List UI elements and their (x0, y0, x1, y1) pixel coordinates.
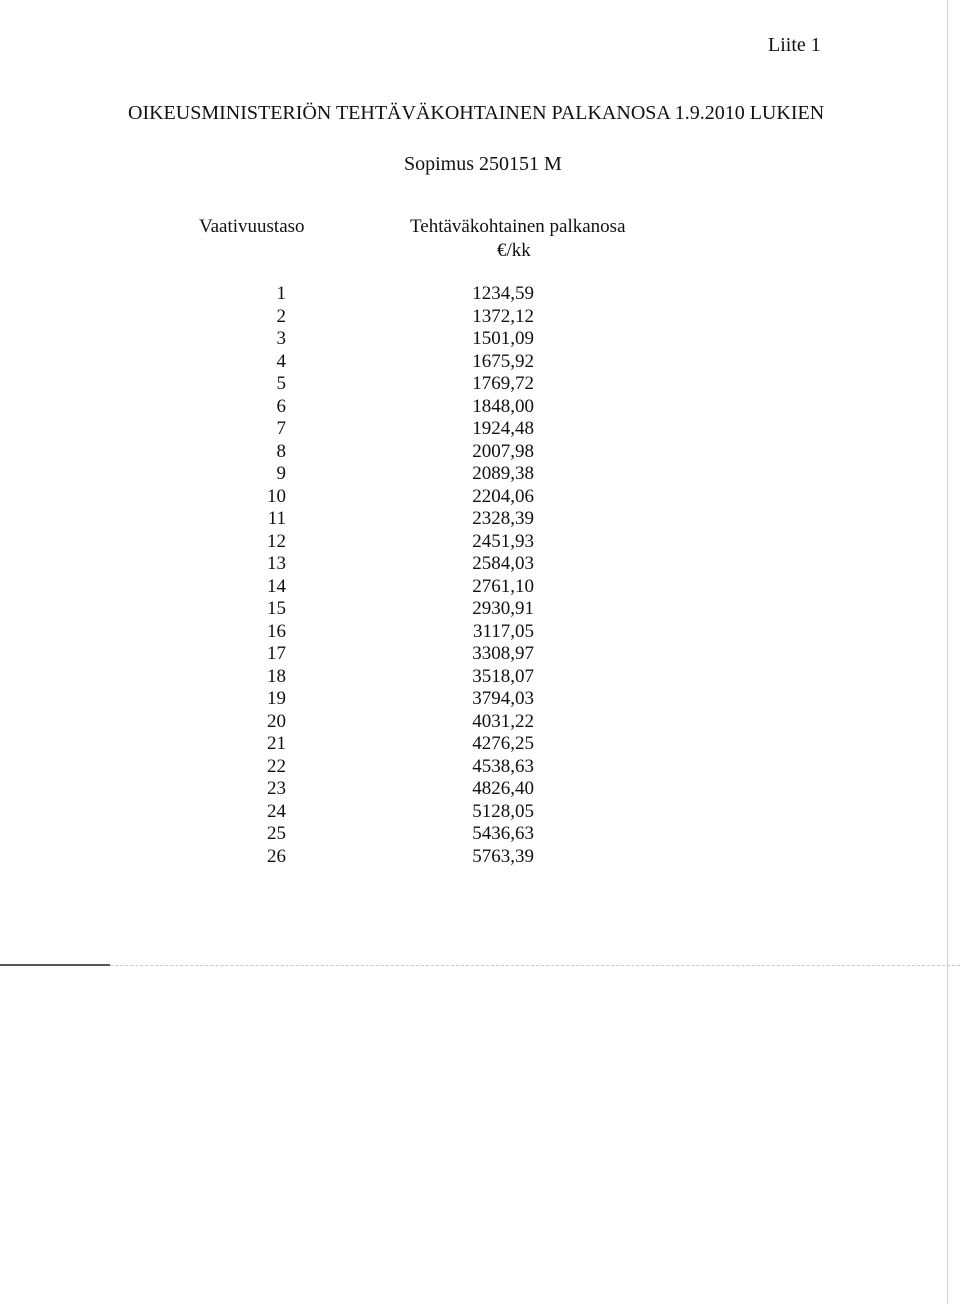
level-cell: 26 (267, 845, 286, 867)
level-cell: 8 (276, 440, 286, 462)
amount-cell: 4276,25 (472, 733, 534, 754)
amount-cell: 5763,39 (472, 845, 534, 867)
amount-cell: 5436,63 (472, 823, 534, 844)
level-cell: 7 (276, 418, 286, 439)
table-row (240, 711, 560, 734)
table-row (240, 328, 560, 351)
amount-cell: 2089,38 (472, 463, 534, 484)
amount-cell: 2204,06 (472, 485, 534, 507)
table-row (240, 666, 560, 689)
level-cell: 6 (276, 395, 286, 417)
table-row (240, 508, 560, 531)
level-cell: 17 (267, 643, 286, 664)
level-cell: 4 (276, 350, 286, 372)
amount-cell: 3518,07 (472, 665, 534, 687)
level-cell: 2 (276, 305, 286, 327)
level-cell: 20 (267, 710, 286, 732)
level-cell: 12 (267, 530, 286, 552)
salary-table (240, 283, 560, 868)
table-row (240, 373, 560, 396)
amount-cell: 2584,03 (472, 553, 534, 574)
page-title: OIKEUSMINISTERIÖN TEHTÄVÄKOHTAINEN PALKANOSA 1.9.2010 LUKIEN (128, 102, 825, 124)
level-cell: 3 (276, 328, 286, 349)
amount-cell: 3308,97 (472, 643, 534, 664)
table-row (240, 643, 560, 666)
scan-fold-mark (0, 964, 110, 966)
level-cell: 15 (267, 598, 286, 619)
amount-cell: 1501,09 (472, 328, 534, 349)
table-row (240, 756, 560, 779)
amount-column-header: Tehtäväkohtainen palkanosa (410, 216, 626, 237)
amount-cell: 3794,03 (472, 688, 534, 709)
amount-cell: 1372,12 (472, 305, 534, 327)
scan-edge-line (947, 0, 948, 1304)
unit-label: €/kk (497, 240, 531, 261)
level-cell: 21 (267, 733, 286, 754)
level-cell: 11 (267, 508, 286, 529)
table-row (240, 778, 560, 801)
table-row (240, 576, 560, 599)
amount-cell: 2451,93 (472, 530, 534, 552)
level-cell: 9 (276, 463, 286, 484)
table-row (240, 801, 560, 824)
table-row (240, 553, 560, 576)
level-cell: 1 (276, 283, 286, 304)
scan-fold-line (0, 965, 960, 967)
level-cell: 13 (267, 553, 286, 574)
level-cell: 16 (267, 620, 286, 642)
amount-cell: 4538,63 (472, 755, 534, 777)
level-cell: 25 (267, 823, 286, 844)
amount-cell: 1675,92 (472, 350, 534, 372)
amount-cell: 4826,40 (472, 778, 534, 799)
table-row (240, 396, 560, 419)
amount-cell: 2930,91 (472, 598, 534, 619)
amount-cell: 2007,98 (472, 440, 534, 462)
agreement-number: Sopimus 250151 M (404, 153, 562, 175)
level-cell: 22 (267, 755, 286, 777)
table-row (240, 418, 560, 441)
table-row (240, 463, 560, 486)
table-row (240, 531, 560, 554)
table-row (240, 598, 560, 621)
amount-cell: 1769,72 (472, 373, 534, 394)
amount-cell: 5128,05 (472, 800, 534, 822)
amount-cell: 3117,05 (472, 620, 534, 642)
amount-cell: 2761,10 (472, 575, 534, 597)
level-cell: 5 (276, 373, 286, 394)
table-row (240, 306, 560, 329)
table-row (240, 733, 560, 756)
amount-cell: 2328,39 (472, 508, 534, 529)
table-row (240, 283, 560, 306)
level-cell: 18 (267, 665, 286, 687)
attachment-label: Liite 1 (768, 34, 821, 56)
table-row (240, 823, 560, 846)
table-row (240, 621, 560, 644)
level-cell: 23 (267, 778, 286, 799)
table-row (240, 846, 560, 869)
table-row (240, 486, 560, 509)
amount-cell: 1924,48 (472, 418, 534, 439)
amount-cell: 4031,22 (472, 710, 534, 732)
table-row (240, 351, 560, 374)
level-column-header: Vaativuustaso (199, 216, 305, 237)
amount-cell: 1848,00 (472, 395, 534, 417)
table-row (240, 441, 560, 464)
level-cell: 19 (267, 688, 286, 709)
table-row (240, 688, 560, 711)
level-cell: 24 (267, 800, 286, 822)
amount-cell: 1234,59 (472, 283, 534, 304)
level-cell: 14 (267, 575, 286, 597)
level-cell: 10 (267, 485, 286, 507)
